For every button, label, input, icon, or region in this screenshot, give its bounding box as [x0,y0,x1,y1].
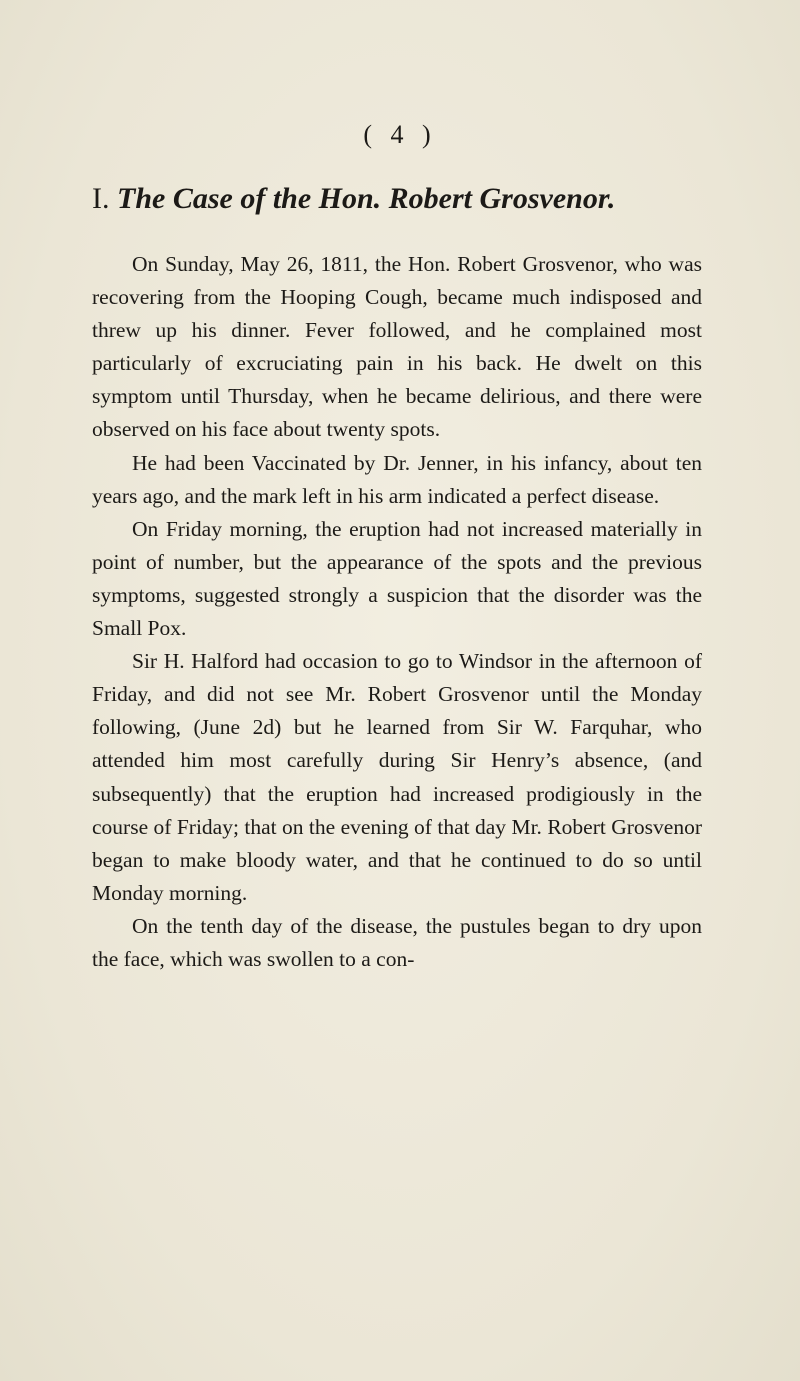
section-heading: The Case of the Hon. Robert Grosvenor. [117,182,616,215]
section-title [92,182,742,216]
section-number: I. [92,182,110,215]
paragraph-vaccination: He had been Vaccinated by Dr. Jenner, in his infancy, about ten years ago, and the mark left in his arm indicated a perfect disease. [92,450,702,508]
paragraph-tenth-day: On the tenth day of the disease, the pustules began to dry upon the face, which was swollen to a con- [92,913,702,971]
body-text [92,248,702,976]
paragraph-onset: On Sunday, May 26, 1811, the Hon. Robert Grosvenor, who was recovering from the Hooping Cough, became much indisposed and threw up his dinner. Fever followed, and he complained most particularly of excruciating pain in his back. He dwelt on this symptom until Thursday, when he became delirious, and there were observed on his face about twenty spots. [92,252,702,442]
paragraph-friday-eruption: On Friday morning, the eruption had not increased materially in point of number, but the appearance of the spots and the previous symptoms, suggested strongly a suspicion that the disorder was the Small Pox. [92,516,702,641]
paragraph-halford-absence: Sir H. Halford had occasion to go to Windsor in the afternoon of Friday, and did not see Mr. Robert Grosvenor until the Monday following, (June 2d) but he learned from Sir W. Farquhar, who attended him most carefully during Sir Henry’s absence, (and subsequently) that the eruption had increased prodigiously in the course of Friday; that on the evening of that day Mr. Robert Grosvenor began to make bloody water, and that he continued to do so until Monday morning. [92,649,702,905]
page-number: ( 4 ) [363,120,437,149]
